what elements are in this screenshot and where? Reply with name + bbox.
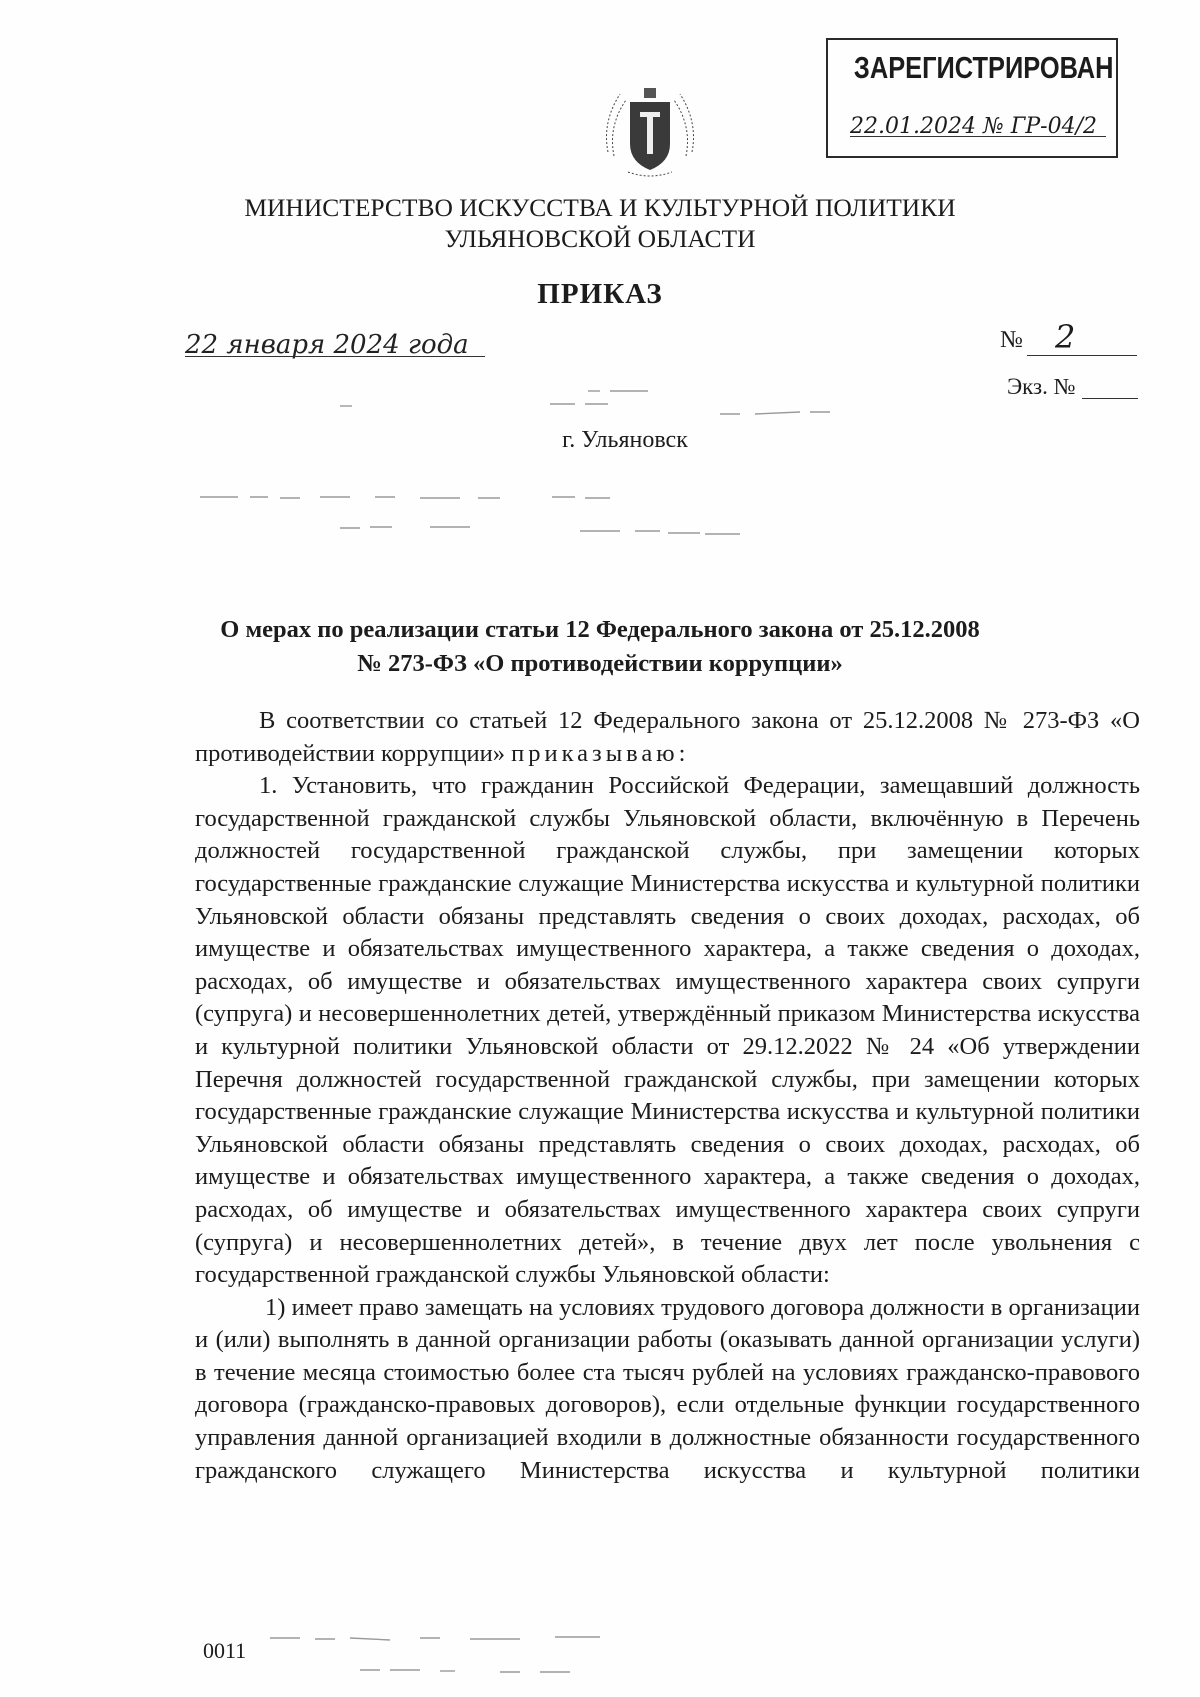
order-number-label: №: [1000, 327, 1023, 353]
copy-number-label: Экз. №: [1007, 374, 1076, 399]
intro-paragraph: [195, 705, 1140, 770]
order-word: приказываю:: [511, 739, 690, 767]
order-body: [195, 705, 1140, 1487]
order-title-line-2: № 273-ФЗ «О противодействии коррупции»: [357, 650, 843, 677]
stamp-reg-number: 22.01.2024 № ГР-04/2: [850, 114, 1097, 139]
stamp-title: ЗАРЕГИСТРИРОВАН: [853, 50, 1114, 85]
footer-code: 0011: [203, 1638, 247, 1663]
item-1-1-paragraph: 1) имеет право замещать на условиях трудового договора должности в организации и (или) выполнять в данной организации работы (оказывать данной организации услуги) в течение месяца стоимостью более ста тысяч рублей на условиях гражданско-правового договора (гражданско-правовых договоров), если отдельные функции государственного управления данной организацией входили в должностные обязанности государственного гражданского служащего Министерства искусства и культурной политики: [195, 1293, 1140, 1484]
intro-text: В соответствии со статьей 12 Федерального закона от 25.12.2008 № 273-ФЗ «О противодействии коррупции»: [195, 707, 1140, 767]
order-title: [0, 613, 1200, 681]
ministry-line-2: УЛЬЯНОВСКОЙ ОБЛАСТИ: [444, 224, 756, 253]
handwritten-date: 22 января 2024 года: [185, 330, 469, 360]
city: г. Ульяновск: [562, 427, 688, 453]
ministry-line-1: МИНИСТЕРСТВО ИСКУССТВА И КУЛЬТУРНОЙ ПОЛИТИКИ: [244, 193, 956, 222]
item-1-paragraph: 1. Установить, что гражданин Российской Федерации, замещавший должность государственной гражданской службы Ульяновской области, включённую в Перечень должностей государственной гражданской службы, при замещении которых государственные гражданские служащие Министерства искусства и культурной политики Ульяновской области обязаны представлять сведения о своих доходах, расходах, об имуществе и обязательствах имущественного характера, а также сведения о доходах, расходах, об имуществе и обязательствах имущественного характера своих супруги (супруга) и несовершеннолетних детей, утверждённый приказом Министерства искусства и культурной политики Ульяновской области от 29.12.2022 № 24 «Об утверждении Перечня должностей государственной гражданской службы, при замещении которых государственные гражданские служащие Министерства искусства и культурной политики Ульяновской области обязаны представлять сведения о своих доходах, расходах, об имуществе и обязательствах имущественного характера, а также сведения о доходах, расходах, об имуществе и обязательствах имущественного характера своих супруги (супруга) и несовершеннолетних детей», в течение двух лет после увольнения с государственной гражданской службы Ульяновской области:: [195, 772, 1140, 1289]
document-type: ПРИКАЗ: [537, 278, 663, 310]
order-number-handwritten: 2: [1055, 318, 1076, 356]
order-title-line-1: О мерах по реализации статьи 12 Федерального закона от 25.12.2008: [220, 616, 980, 643]
